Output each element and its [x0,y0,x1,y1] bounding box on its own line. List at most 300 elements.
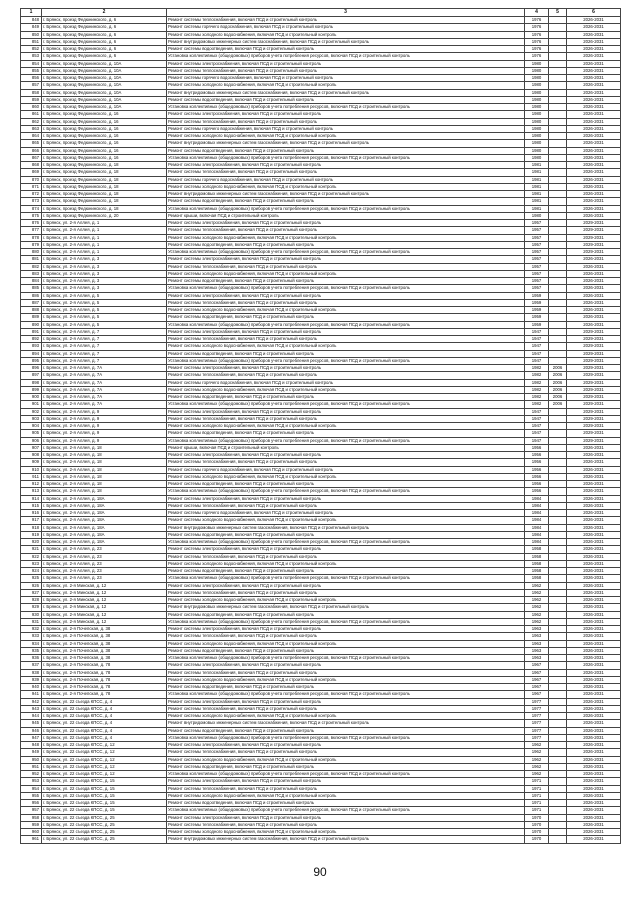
planned-period-cell: 2029-2031 [567,336,621,343]
work-type-cell: Ремонт системы холодного водоснабжения, включая ПСД и строительный контроль [167,517,525,524]
table-row [21,495,621,502]
build-year-cell: 1947 [525,408,549,415]
address-cell: г. Брянск, ул. 2-я Аллея, д. 18А [42,502,167,509]
planned-period-cell: 2026-2031 [567,285,621,292]
address-cell: г. Брянск, ул. 2-я Аллея, д. 3 [42,270,167,277]
address-cell: г. Брянск, проезд Федюнинского, д. 6 [42,53,167,60]
table-row [21,169,621,176]
planned-period-cell: 2026-2031 [567,742,621,749]
address-cell: г. Брянск, проезд Федюнинского, д. 6 [42,38,167,45]
row-number-cell: 864 [21,133,42,140]
work-type-cell: Ремонт системы горячего водоснабжения, включая ПСД и строительный контроль [167,176,525,183]
address-cell: г. Брянск, проезд Федюнинского, д. 16 [42,154,167,161]
planned-period-cell: 2026-2031 [567,684,621,691]
work-type-cell: Установка коллективных (общедомовых) приборов учета потребления ресурсов, включая ПСД и строительный контроль [167,575,525,582]
row-number-cell: 917 [21,517,42,524]
row-number-cell: 910 [21,466,42,473]
work-type-cell: Ремонт системы водоотведения, включая ПСД и строительный контроль [167,684,525,691]
row-number-cell: 902 [21,408,42,415]
build-year-cell: 1980 [525,89,549,96]
row-number-cell: 916 [21,510,42,517]
build-year-cell: 1984 [525,517,549,524]
work-type-cell: Ремонт системы теплоснабжения, включая ПСД и строительный контроль [167,17,525,24]
build-year-cell: 1980 [525,133,549,140]
table-row [21,104,621,111]
build-year-cell: 1959 [525,314,549,321]
build-year-cell: 1971 [525,792,549,799]
row-number-cell: 901 [21,401,42,408]
planned-period-cell: 2026-2031 [567,655,621,662]
table-row [21,278,621,285]
overhaul-year-cell: 2006 [549,372,567,379]
table-row [21,336,621,343]
build-year-cell: 1957 [525,249,549,256]
address-cell: г. Брянск, ул. 2-я Аллея, д. 7А [42,394,167,401]
address-cell: г. Брянск, ул. 2-я Почепская, д. 78 [42,669,167,676]
planned-period-cell: 2029-2031 [567,357,621,364]
work-type-cell: Ремонт системы холодного водоснабжения, включая ПСД и строительный контроль [167,82,525,89]
address-cell: г. Брянск, проезд Федюнинского, д. 10А [42,67,167,74]
row-number-cell: 919 [21,531,42,538]
row-number-cell: 900 [21,394,42,401]
planned-period-cell: 2026-2031 [567,444,621,451]
build-year-cell: 1947 [525,423,549,430]
address-cell: г. Брянск, проезд Федюнинского, д. 18 [42,176,167,183]
table-row [21,517,621,524]
planned-period-cell: 2026-2031 [567,647,621,654]
table-row [21,140,621,147]
work-type-cell: Установка коллективных (общедомовых) приборов учета потребления ресурсов, включая ПСД и строительный контроль [167,154,525,161]
row-number-cell: 948 [21,742,42,749]
page-number: 90 [313,865,327,879]
work-type-cell: Ремонт системы водоотведения, включая ПСД и строительный контроль [167,727,525,734]
row-number-cell: 880 [21,249,42,256]
planned-period-cell: 2026-2031 [567,539,621,546]
row-number-cell: 934 [21,640,42,647]
planned-period-cell: 2026-2031 [567,821,621,828]
planned-period-cell: 2026-2031 [567,575,621,582]
work-type-cell: Ремонт внутридомовых инженерных систем газоснабжения, включая ПСД и строительный контроль [167,720,525,727]
work-type-cell: Ремонт системы горячего водоснабжения, включая ПСД и строительный контроль [167,24,525,31]
overhaul-year-cell [549,343,567,350]
row-number-cell: 947 [21,734,42,741]
table-row [21,618,621,625]
table-row [21,234,621,241]
overhaul-year-cell [549,698,567,705]
planned-period-cell: 2026-2031 [567,502,621,509]
row-number-cell: 889 [21,314,42,321]
planned-period-cell: 2026-2031 [567,626,621,633]
planned-period-cell: 2029-2031 [567,328,621,335]
work-type-cell: Ремонт системы теплоснабжения, включая ПСД и строительный контроль [167,459,525,466]
address-cell: г. Брянск, ул. 2-я Аллея, д. 7А [42,379,167,386]
build-year-cell: 1959 [525,292,549,299]
build-year-cell: 1984 [525,531,549,538]
planned-period-cell: 2026-2031 [567,713,621,720]
address-cell: г. Брянск, ул. 2-я Аллея, д. 9 [42,437,167,444]
build-year-cell: 1980 [525,67,549,74]
work-type-cell: Ремонт внутридомовых инженерных систем газоснабжения, включая ПСД и строительный контроль [167,38,525,45]
work-type-cell: Ремонт системы горячего водоснабжения, включая ПСД и строительный контроль [167,75,525,82]
planned-period-cell: 2026-2031 [567,749,621,756]
planned-period-cell: 2026-2031 [567,524,621,531]
row-number-cell: 871 [21,183,42,190]
planned-period-cell: 2026-2031 [567,104,621,111]
table-row [21,31,621,38]
planned-period-cell: 2026-2031 [567,270,621,277]
build-year-cell: 1967 [525,669,549,676]
planned-period-cell: 2026-2031 [567,691,621,698]
row-number-cell: 961 [21,836,42,843]
overhaul-year-cell [549,691,567,698]
build-year-cell: 1981 [525,191,549,198]
table-row [21,836,621,843]
planned-period-cell: 2029-2031 [567,401,621,408]
row-number-cell: 936 [21,655,42,662]
build-year-cell: 1956 [525,452,549,459]
build-year-cell: 1959 [525,307,549,314]
work-type-cell: Ремонт системы горячего водоснабжения, включая ПСД и строительный контроль [167,125,525,132]
build-year-cell: 1977 [525,720,549,727]
planned-period-cell: 2029-2031 [567,386,621,393]
table-row [21,466,621,473]
work-type-cell: Установка коллективных (общедомовых) приборов учета потребления ресурсов, включая ПСД и строительный контроль [167,655,525,662]
work-type-cell: Ремонт системы водоотведения, включая ПСД и строительный контроль [167,430,525,437]
row-number-cell: 912 [21,481,42,488]
work-type-cell: Ремонт системы теплоснабжения, включая ПСД и строительный контроль [167,785,525,792]
address-cell: г. Брянск, ул. 22 съезда КПСС, д. 25 [42,829,167,836]
address-cell: г. Брянск, ул. 2-я Минская, д. 12 [42,604,167,611]
planned-period-cell: 2026-2031 [567,111,621,118]
overhaul-year-cell [549,357,567,364]
overhaul-year-cell [549,278,567,285]
overhaul-year-cell [549,423,567,430]
col-header-3: 3 [167,9,525,17]
planned-period-cell: 2026-2031 [567,38,621,45]
row-number-cell: 856 [21,75,42,82]
planned-period-cell: 2026-2031 [567,611,621,618]
address-cell: г. Брянск, ул. 2-я Почепская, д. 38 [42,647,167,654]
build-year-cell: 1984 [525,510,549,517]
work-type-cell: Ремонт системы водоотведения, включая ПСД и строительный контроль [167,198,525,205]
work-type-cell: Ремонт системы теплоснабжения, включая ПСД и строительный контроль [167,372,525,379]
work-type-cell: Ремонт системы водоотведения, включая ПСД и строительный контроль [167,647,525,654]
table-row [21,299,621,306]
address-cell: г. Брянск, проезд Федюнинского, д. 18 [42,191,167,198]
planned-period-cell: 2026-2031 [567,321,621,328]
address-cell: г. Брянск, ул. 2-я Минская, д. 12 [42,597,167,604]
work-type-cell: Ремонт системы водоотведения, включая ПСД и строительный контроль [167,278,525,285]
overhaul-year-cell [549,829,567,836]
row-number-cell: 887 [21,299,42,306]
overhaul-year-cell [549,176,567,183]
build-year-cell: 1959 [525,321,549,328]
work-type-cell: Установка коллективных (общедомовых) приборов учета потребления ресурсов, включая ПСД и строительный контроль [167,104,525,111]
address-cell: г. Брянск, ул. 2-я Аллея, д. 9 [42,423,167,430]
row-number-cell: 874 [21,205,42,212]
planned-period-cell: 2026-2031 [567,53,621,60]
overhaul-year-cell [549,655,567,662]
work-type-cell: Ремонт системы теплоснабжения, включая ПСД и строительный контроль [167,589,525,596]
table-row [21,357,621,364]
table-row [21,423,621,430]
table-row [21,676,621,683]
table-row [21,111,621,118]
work-type-cell: Ремонт системы теплоснабжения, включая ПСД и строительный контроль [167,169,525,176]
table-row [21,821,621,828]
row-number-cell: 855 [21,67,42,74]
planned-period-cell: 2029-2031 [567,408,621,415]
build-year-cell: 1947 [525,430,549,437]
table-row [21,350,621,357]
overhaul-year-cell [549,734,567,741]
work-type-cell: Установка коллективных (общедомовых) приборов учета потребления ресурсов, включая ПСД и строительный контроль [167,618,525,625]
table-row [21,575,621,582]
build-year-cell: 1977 [525,734,549,741]
row-number-cell: 909 [21,459,42,466]
table-row [21,401,621,408]
planned-period-cell: 2026-2031 [567,734,621,741]
table-row [21,684,621,691]
work-type-cell: Ремонт системы теплоснабжения, включая ПСД и строительный контроль [167,633,525,640]
table-row [21,807,621,814]
row-number-cell: 939 [21,676,42,683]
table-row [21,437,621,444]
address-cell: г. Брянск, проезд Федюнинского, д. 16 [42,140,167,147]
row-number-cell: 850 [21,31,42,38]
table-row [21,220,621,227]
address-cell: г. Брянск, ул. 2-я Аллея, д. 18А [42,539,167,546]
work-type-cell: Ремонт системы холодного водоснабжения, включая ПСД и строительный контроль [167,31,525,38]
overhaul-year-cell [549,756,567,763]
address-cell: г. Брянск, ул. 2-я Аллея, д. 9 [42,408,167,415]
work-type-cell: Установка коллективных (общедомовых) приборов учета потребления ресурсов, включая ПСД и строительный контроль [167,734,525,741]
table-row [21,488,621,495]
work-type-cell: Ремонт системы водоотведения, включая ПСД и строительный контроль [167,46,525,53]
row-number-cell: 876 [21,220,42,227]
table-row [21,669,621,676]
address-cell: г. Брянск, ул. 22 съезда КПСС, д. 4 [42,720,167,727]
planned-period-cell: 2026-2031 [567,546,621,553]
work-type-cell: Ремонт системы электроснабжения, включая ПСД и строительный контроль [167,111,525,118]
overhaul-year-cell [549,111,567,118]
table-row [21,546,621,553]
overhaul-year-cell [549,125,567,132]
table-row [21,256,621,263]
table-row [21,510,621,517]
table-row [21,133,621,140]
planned-period-cell: 2026-2031 [567,82,621,89]
address-cell: г. Брянск, ул. 2-я Аллея, д. 9 [42,415,167,422]
overhaul-year-cell [549,502,567,509]
build-year-cell: 1981 [525,183,549,190]
address-cell: г. Брянск, ул. 2-я Аллея, д. 1 [42,249,167,256]
planned-period-cell: 2026-2031 [567,814,621,821]
address-cell: г. Брянск, ул. 2-я Аллея, д. 18А [42,495,167,502]
overhaul-year-cell [549,437,567,444]
table-row [21,800,621,807]
table-row [21,307,621,314]
table-row [21,524,621,531]
table-row [21,386,621,393]
table-row [21,452,621,459]
address-cell: г. Брянск, ул. 2-я Аллея, д. 18 [42,473,167,480]
work-type-cell: Ремонт внутридомовых инженерных систем газоснабжения, включая ПСД и строительный контроль [167,604,525,611]
address-cell: г. Брянск, ул. 2-я Аллея, д. 18 [42,466,167,473]
planned-period-cell: 2026-2031 [567,560,621,567]
address-cell: г. Брянск, ул. 2-я Почепская, д. 38 [42,640,167,647]
table-row [21,365,621,372]
work-type-cell: Установка коллективных (общедомовых) приборов учета потребления ресурсов, включая ПСД и строительный контроль [167,771,525,778]
row-number-cell: 881 [21,256,42,263]
address-cell: г. Брянск, ул. 2-я Аллея, д. 5 [42,307,167,314]
table-row [21,531,621,538]
overhaul-year-cell: 2006 [549,386,567,393]
overhaul-year-cell [549,53,567,60]
work-type-cell: Ремонт системы водоотведения, включая ПСД и строительный контроль [167,241,525,248]
table-row [21,415,621,422]
table-row [21,198,621,205]
row-number-cell: 896 [21,365,42,372]
overhaul-year-cell [549,553,567,560]
planned-period-cell: 2026-2031 [567,278,621,285]
table-row [21,118,621,125]
planned-period-cell: 2026-2031 [567,205,621,212]
planned-period-cell: 2026-2031 [567,488,621,495]
overhaul-year-cell [549,582,567,589]
table-row [21,89,621,96]
planned-period-cell: 2026-2031 [567,140,621,147]
planned-period-cell: 2026-2031 [567,510,621,517]
planned-period-cell: 2026-2031 [567,517,621,524]
work-type-cell: Ремонт системы водоотведения, включая ПСД и строительный контроль [167,800,525,807]
address-cell: г. Брянск, ул. 2-я Аллея, д. 7А [42,386,167,393]
row-number-cell: 940 [21,684,42,691]
planned-period-cell: 2026-2031 [567,89,621,96]
build-year-cell: 1977 [525,705,549,712]
build-year-cell: 1956 [525,444,549,451]
table-row [21,763,621,770]
overhaul-year-cell [549,510,567,517]
build-year-cell: 1976 [525,38,549,45]
address-cell: г. Брянск, ул. 2-я Аллея, д. 1 [42,234,167,241]
planned-period-cell: 2029-2031 [567,379,621,386]
row-number-cell: 945 [21,720,42,727]
planned-period-cell: 2029-2031 [567,234,621,241]
row-number-cell: 926 [21,582,42,589]
table-row [21,444,621,451]
planned-period-cell: 2026-2031 [567,531,621,538]
row-number-cell: 914 [21,495,42,502]
overhaul-year-cell [549,60,567,67]
address-cell: г. Брянск, проезд Федюнинского, д. 16 [42,111,167,118]
address-cell: г. Брянск, ул. 22 съезда КПСС, д. 25 [42,814,167,821]
build-year-cell: 1956 [525,459,549,466]
address-cell: г. Брянск, ул. 22 съезда КПСС, д. 12 [42,749,167,756]
row-number-cell: 892 [21,336,42,343]
overhaul-year-cell [549,568,567,575]
overhaul-year-cell [549,263,567,270]
address-cell: г. Брянск, ул. 2-я Аллея, д. 23 [42,553,167,560]
overhaul-year-cell [549,314,567,321]
row-number-cell: 906 [21,437,42,444]
planned-period-cell: 2026-2031 [567,597,621,604]
table-row [21,292,621,299]
work-type-cell: Установка коллективных (общедомовых) приборов учета потребления ресурсов, включая ПСД и строительный контроль [167,691,525,698]
table-row [21,249,621,256]
overhaul-year-cell [549,89,567,96]
build-year-cell: 1962 [525,589,549,596]
overhaul-year-cell [549,611,567,618]
build-year-cell: 1947 [525,357,549,364]
address-cell: г. Брянск, ул. 2-я Аллея, д. 18 [42,481,167,488]
col-header-1: 1 [21,9,42,17]
address-cell: г. Брянск, ул. 22 съезда КПСС, д. 15 [42,778,167,785]
build-year-cell: 1976 [525,46,549,53]
overhaul-year-cell [549,771,567,778]
planned-period-cell: 2026-2031 [567,118,621,125]
row-number-cell: 954 [21,785,42,792]
planned-period-cell: 2026-2031 [567,705,621,712]
address-cell: г. Брянск, ул. 2-я Минская, д. 12 [42,611,167,618]
table-row [21,778,621,785]
build-year-cell: 1962 [525,618,549,625]
table-row [21,720,621,727]
build-year-cell: 1963 [525,640,549,647]
work-type-cell: Ремонт системы теплоснабжения, включая ПСД и строительный контроль [167,263,525,270]
row-number-cell: 944 [21,713,42,720]
overhaul-year-cell [549,249,567,256]
build-year-cell: 1971 [525,800,549,807]
planned-period-cell: 2026-2031 [567,154,621,161]
table-row [21,459,621,466]
address-cell: г. Брянск, ул. 2-я Аллея, д. 1 [42,227,167,234]
build-year-cell: 1947 [525,350,549,357]
table-row [21,582,621,589]
row-number-cell: 890 [21,321,42,328]
build-year-cell: 1957 [525,285,549,292]
overhaul-year-cell [549,546,567,553]
work-type-cell: Ремонт внутридомовых инженерных систем газоснабжения, включая ПСД и строительный контроль [167,191,525,198]
address-cell: г. Брянск, ул. 22 съезда КПСС, д. 15 [42,800,167,807]
build-year-cell: 1970 [525,821,549,828]
table-row [21,611,621,618]
build-year-cell: 1957 [525,270,549,277]
work-type-cell: Ремонт системы холодного водоснабжения, включая ПСД и строительный контроль [167,133,525,140]
overhaul-year-cell [549,183,567,190]
overhaul-year-cell [549,669,567,676]
row-number-cell: 862 [21,118,42,125]
overhaul-year-cell [549,162,567,169]
work-type-cell: Ремонт системы теплоснабжения, включая ПСД и строительный контроль [167,669,525,676]
table-row [21,212,621,219]
row-number-cell: 904 [21,423,42,430]
planned-period-cell: 2026-2031 [567,191,621,198]
overhaul-year-cell [549,17,567,24]
table-row [21,38,621,45]
table-row [21,96,621,103]
planned-period-cell: 2029-2031 [567,365,621,372]
address-cell: г. Брянск, ул. 22 съезда КПСС, д. 12 [42,756,167,763]
overhaul-year-cell [549,38,567,45]
overhaul-year-cell: 2006 [549,401,567,408]
overhaul-year-cell [549,82,567,89]
table-row [21,314,621,321]
work-type-cell: Ремонт системы электроснабжения, включая ПСД и строительный контроль [167,662,525,669]
overhaul-year-cell [549,604,567,611]
overhaul-year-cell [549,452,567,459]
build-year-cell: 1956 [525,481,549,488]
